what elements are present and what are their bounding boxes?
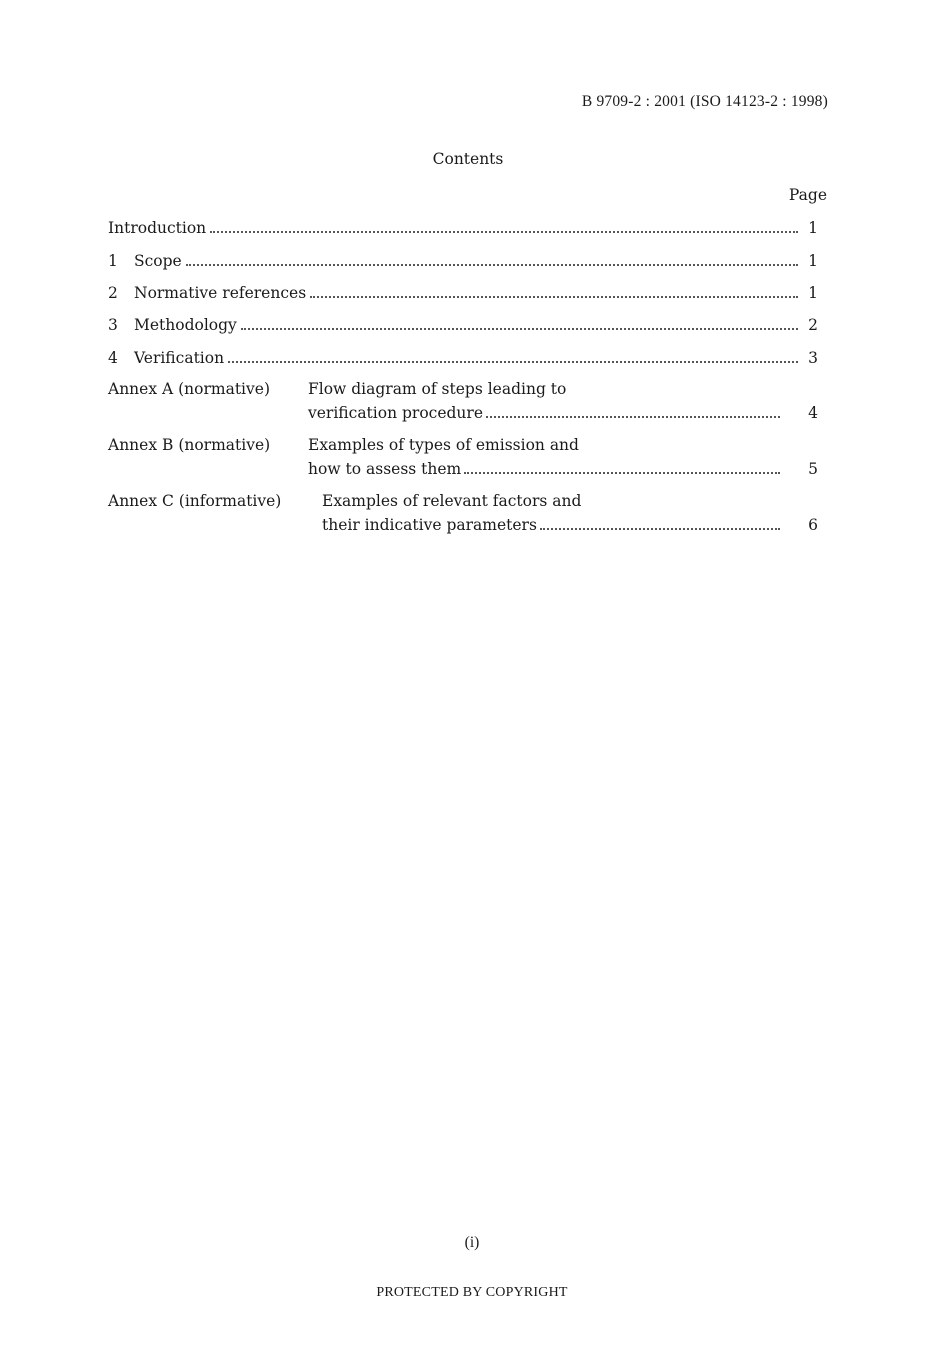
- toc-entry-label: Introduction: [108, 219, 207, 237]
- toc-entry-page: 1: [808, 284, 818, 302]
- toc-entry-page: 1: [808, 219, 818, 237]
- toc-entry-page: 3: [808, 349, 818, 367]
- toc-entry-verification[interactable]: [108, 349, 818, 371]
- toc-entry-introduction[interactable]: [108, 219, 818, 241]
- annex-label: Annex A (normative): [108, 380, 270, 398]
- toc-entry-number: 3: [108, 316, 118, 334]
- page-number: (i): [464, 1234, 480, 1251]
- dot-leader: [486, 415, 780, 418]
- dot-leader: [540, 527, 780, 530]
- toc-entry-number: 1: [108, 252, 118, 270]
- toc-entry-methodology[interactable]: [108, 316, 818, 338]
- toc-entry-number: 4: [108, 349, 118, 367]
- dot-leader: [210, 230, 798, 233]
- annex-label: Annex B (normative): [108, 436, 271, 454]
- dot-leader: [464, 471, 780, 474]
- annex-title-continuation: how to assess them: [308, 460, 462, 478]
- toc-entry-page: 4: [808, 404, 818, 422]
- toc-entry-label: Scope: [134, 252, 182, 270]
- toc-entry-annex-b[interactable]: [108, 436, 818, 484]
- dot-leader: [241, 327, 798, 330]
- annex-title: Examples of relevant factors and: [322, 492, 582, 510]
- document-identifier: B 9709-2 : 2001 (ISO 14123-2 : 1998): [581, 93, 828, 110]
- annex-title-continuation: verification procedure: [308, 404, 483, 422]
- dot-leader: [310, 295, 798, 298]
- toc-entry-page: 2: [808, 316, 818, 334]
- toc-entry-label: Methodology: [134, 316, 237, 334]
- toc-entry-page: 1: [808, 252, 818, 270]
- toc-entry-annex-c[interactable]: [108, 492, 818, 540]
- annex-title-continuation: their indicative parameters: [322, 516, 537, 534]
- page-column-heading: Page: [788, 186, 827, 204]
- annex-title: Examples of types of emission and: [308, 436, 579, 454]
- toc-entry-label: Verification: [134, 349, 225, 367]
- toc-entry-annex-a[interactable]: [108, 380, 818, 428]
- toc-entry-number: 2: [108, 284, 118, 302]
- annex-title: Flow diagram of steps leading to: [308, 380, 567, 398]
- toc-entry-normative-references[interactable]: [108, 284, 818, 306]
- toc-entry-page: 6: [808, 516, 818, 534]
- copyright-notice: PROTECTED BY COPYRIGHT: [376, 1285, 568, 1300]
- toc-entry-label: Normative references: [134, 284, 307, 302]
- dot-leader: [228, 360, 798, 363]
- dot-leader: [186, 263, 798, 266]
- toc-entry-scope[interactable]: [108, 252, 818, 274]
- page-title: Contents: [432, 150, 504, 168]
- toc-entry-page: 5: [808, 460, 818, 478]
- annex-label: Annex C (informative): [108, 492, 282, 510]
